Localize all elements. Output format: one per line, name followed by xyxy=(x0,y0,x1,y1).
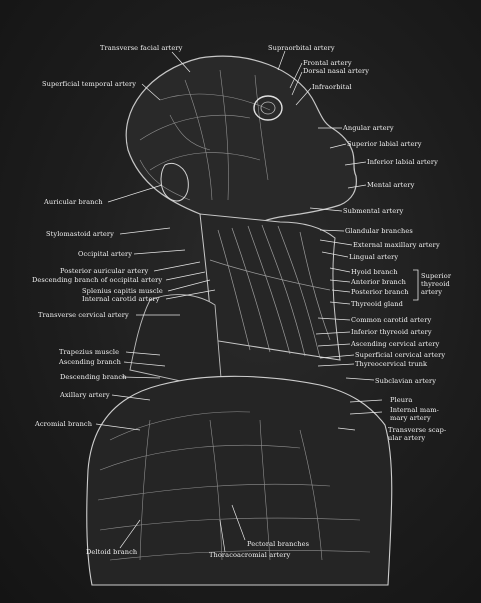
label-ascending-cervical-artery: Ascending cervical artery xyxy=(351,340,440,348)
label-external-maxillary-artery: External maxillary artery xyxy=(353,241,440,249)
label-internal-mammary-artery: Internal mam-mary artery xyxy=(390,406,439,422)
label-thoracoacromial-artery: Thoracoacromial artery xyxy=(209,551,291,559)
head-outline xyxy=(126,56,356,223)
label-ascending-branch: Ascending branch xyxy=(59,358,121,366)
label-transverse-cervical-artery: Transverse cervical artery xyxy=(38,311,129,319)
label-stylomastoid-artery: Stylomastoid artery xyxy=(46,230,114,238)
label-anterior-branch: Anterior branch xyxy=(351,278,407,286)
label-angular-artery: Angular artery xyxy=(343,124,394,132)
label-pleura: Pleura xyxy=(390,396,413,404)
label-glandular-branches: Glandular branches xyxy=(345,227,413,235)
label-inferior-labial-artery: Inferior labial artery xyxy=(367,158,438,166)
label-posterior-auricular-artery: Posterior auricular artery xyxy=(60,267,149,275)
label-thyreoid-gland: Thyreoid gland xyxy=(351,300,403,308)
bracket xyxy=(413,270,418,300)
label-superficial-temporal-artery: Superficial temporal artery xyxy=(42,80,137,88)
label-transverse-scapular-artery: Transverse scap-ular artery xyxy=(388,426,447,442)
label-superior-labial-artery: Superior labial artery xyxy=(347,140,422,148)
label-deltoid-branch: Deltoid branch xyxy=(86,548,138,556)
label-hyoid-branch: Hyoid branch xyxy=(351,268,398,276)
label-descending-branch: Descending branch xyxy=(60,373,127,381)
label-superficial-cervical-artery: Superficial cervical artery xyxy=(355,351,446,359)
label-mental-artery: Mental artery xyxy=(367,181,415,189)
label-acromial-branch: Acromial branch xyxy=(35,420,93,428)
label-splenius-capitis-muscle: Splenius capitis muscle xyxy=(82,287,163,295)
label-occipital-artery: Occipital artery xyxy=(78,250,133,258)
label-transverse-facial-artery: Transverse facial artery xyxy=(100,44,183,52)
label-internal-carotid-artery: Internal carotid artery xyxy=(82,295,160,303)
label-common-carotid-artery: Common carotid artery xyxy=(351,316,432,324)
label-infraorbital: Infraorbital xyxy=(312,83,352,91)
label-auricular-branch: Auricular branch xyxy=(44,198,103,206)
neck-region xyxy=(200,214,340,360)
label-supraorbital-artery: Supraorbital artery xyxy=(268,44,335,52)
label-subclavian-artery: Subclavian artery xyxy=(375,377,437,385)
label-frontal-artery: Frontal artery xyxy=(303,59,352,67)
label-thyreocervical-trunk: Thyreocervical trunk xyxy=(355,360,428,368)
label-inferior-thyreoid-artery: Inferior thyreoid artery xyxy=(351,328,432,336)
label-trapezius-muscle: Trapezius muscle xyxy=(59,348,120,356)
trapezius-region xyxy=(130,295,222,390)
label-descending-branch-occipital: Descending branch of occipital artery xyxy=(32,276,163,284)
label-axillary-artery: Axillary artery xyxy=(60,391,110,399)
label-posterior-branch: Posterior branch xyxy=(351,288,409,296)
label-pectoral-branches: Pectoral branches xyxy=(247,540,310,548)
label-dorsal-nasal-artery: Dorsal nasal artery xyxy=(303,67,370,75)
label-lingual-artery: Lingual artery xyxy=(349,253,399,261)
label-submental-artery: Submental artery xyxy=(343,207,404,215)
label-superior-thyreoid-artery: Superior thyreoid artery xyxy=(421,272,452,296)
